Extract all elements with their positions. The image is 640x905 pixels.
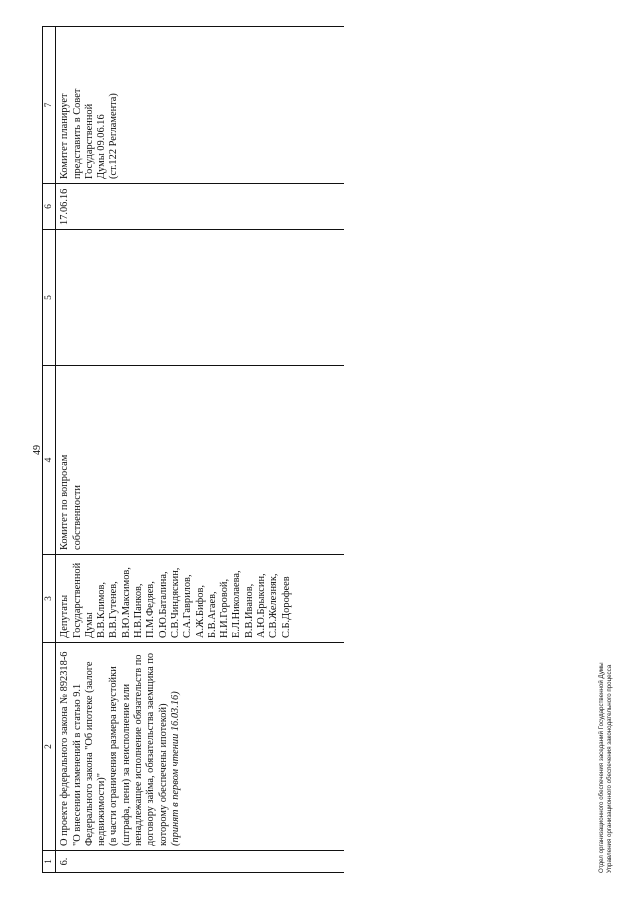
note-line: Государственной	[83, 103, 95, 179]
initiator-item: А.Ж.Бифов,	[194, 585, 206, 638]
initiator-item: В.В.Климов,	[96, 581, 108, 638]
committee-line: Комитет по вопросам	[59, 454, 71, 550]
table-row	[56, 27, 345, 873]
bills-table	[42, 26, 344, 873]
initiator-item: С.В.Чиндяскин,	[169, 567, 181, 638]
page-footer	[598, 273, 614, 873]
bill-title-line: "О внесении изменений в статью 9.1	[71, 683, 83, 846]
header-row	[43, 27, 56, 873]
initiators-cell	[56, 555, 345, 643]
column-header-6: 6	[43, 184, 56, 230]
footer-line: Отдел организационного обеспечения заседаний Государственной Думы	[598, 662, 605, 873]
initiator-item: Депутаты	[59, 594, 71, 638]
note-line: Думы 09.06.16	[96, 114, 108, 179]
row-number: 6.	[56, 851, 345, 873]
note-cell	[56, 27, 345, 184]
column-header-7: 7	[43, 27, 56, 184]
initiator-item: Государственной	[71, 562, 83, 638]
bill-reading-note: (принят в первом чтении 16.03.16)	[169, 691, 181, 846]
note-line: представить в Совет	[71, 88, 83, 179]
initiator-item: Б.В.Агаев,	[206, 591, 218, 638]
initiator-item: Н.И.Горовой,	[219, 578, 231, 638]
initiator-item: В.В.Иванов,	[243, 583, 255, 638]
column-header-3: 3	[43, 555, 56, 643]
initiator-item: А.Ю.Брыксин,	[256, 573, 268, 638]
initiator-item: Е.Л.Николаева,	[231, 570, 243, 638]
bill-title-cell	[56, 643, 345, 851]
bill-title-line: которому обеспечены ипотекой)	[157, 703, 169, 846]
column-header-2: 2	[43, 643, 56, 851]
bill-title-line: (в части ограничения размера неустойки	[108, 666, 120, 846]
initiator-item: П.М.Федяев,	[145, 581, 157, 638]
bill-title-line: (штрафа, пени) за неисполнение или	[120, 683, 132, 846]
note-line: (ст.122 Регламента)	[108, 93, 120, 179]
bill-title-line: недвижимости)"	[96, 773, 108, 846]
bill-title-line: ненадлежащее исполнение обязательств по	[133, 654, 145, 846]
initiator-item: С.В.Железняк,	[268, 573, 280, 638]
column-header-1: 1	[43, 851, 56, 873]
initiator-item: Думы	[83, 612, 95, 638]
date-cell: 17.06.16	[56, 184, 345, 230]
initiator-item: В.Ю.Максимов,	[120, 567, 132, 638]
bill-title-line: договору займа, обязательства заемщика по	[145, 652, 157, 846]
note-line: Комитет планирует	[59, 93, 71, 179]
committee-cell	[56, 366, 345, 555]
footer-line: Управления организационного обеспечения законодательного процесса	[606, 664, 613, 873]
column-header-5: 5	[43, 230, 56, 366]
initiator-item: В.В.Гутенев,	[108, 581, 120, 638]
page-number: 49	[32, 445, 43, 455]
column-header-4: 4	[43, 366, 56, 555]
initiator-item: С.А.Гаврилов,	[182, 574, 194, 638]
initiator-item: С.Б.Дорофеев	[280, 576, 292, 638]
column-5-cell	[56, 230, 345, 366]
bill-title-line: О проекте федерального закона № 892318-6	[59, 651, 71, 846]
initiator-item: Н.В.Панков,	[133, 583, 145, 638]
initiator-item: О.Ю.Баталина,	[157, 571, 169, 638]
bill-title-line: Федерального закона "Об ипотеке (залоге	[83, 661, 95, 846]
committee-line: собственности	[71, 485, 83, 550]
